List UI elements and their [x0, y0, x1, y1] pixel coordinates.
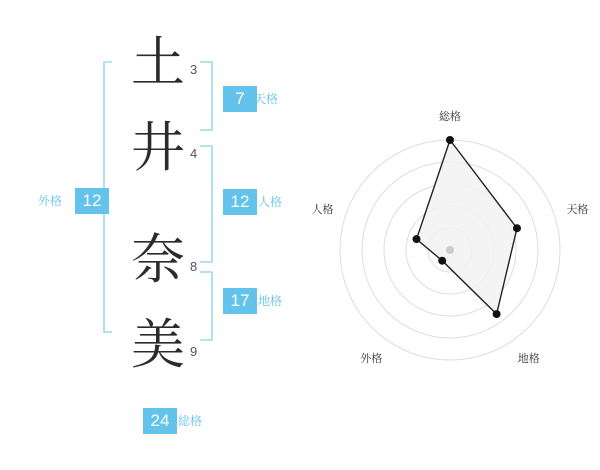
chip-soukaku-value: 24: [143, 408, 177, 434]
chip-tenkaku-value: 7: [223, 86, 257, 112]
radar-chart: [305, 105, 595, 395]
stroke-count-2: 4: [190, 146, 198, 161]
radar-axis-label-gaikaku: 外格: [360, 353, 383, 366]
name-character-4: 美: [131, 313, 185, 376]
radar-axis-label-tenkaku: 天格: [566, 203, 589, 216]
name-character-3: 奈: [131, 228, 185, 291]
stroke-count-1: 3: [190, 62, 198, 77]
stroke-count-4: 9: [190, 344, 198, 359]
radar-axis-label-chikaku: 地格: [517, 353, 540, 366]
chip-jinkaku-label: 人格: [258, 195, 283, 209]
chip-gaikaku-value: 12: [75, 188, 109, 214]
chip-chikaku-label: 地格: [258, 294, 283, 308]
radar-axis-label-jinkaku: 人格: [311, 203, 334, 216]
chip-gaikaku-label: 外格: [38, 194, 63, 208]
chip-chikaku-value: 17: [223, 288, 257, 314]
name-character-2: 井: [131, 116, 185, 179]
name-character-1: 土: [131, 31, 185, 94]
chip-jinkaku-value: 12: [223, 189, 257, 215]
stroke-count-3: 8: [190, 259, 198, 274]
chip-tenkaku-label: 天格: [254, 92, 279, 106]
radar-axis-label-soukaku: 総格: [439, 111, 461, 123]
radar-chart-svg: [305, 105, 595, 395]
chip-soukaku-label: 総格: [178, 414, 203, 428]
